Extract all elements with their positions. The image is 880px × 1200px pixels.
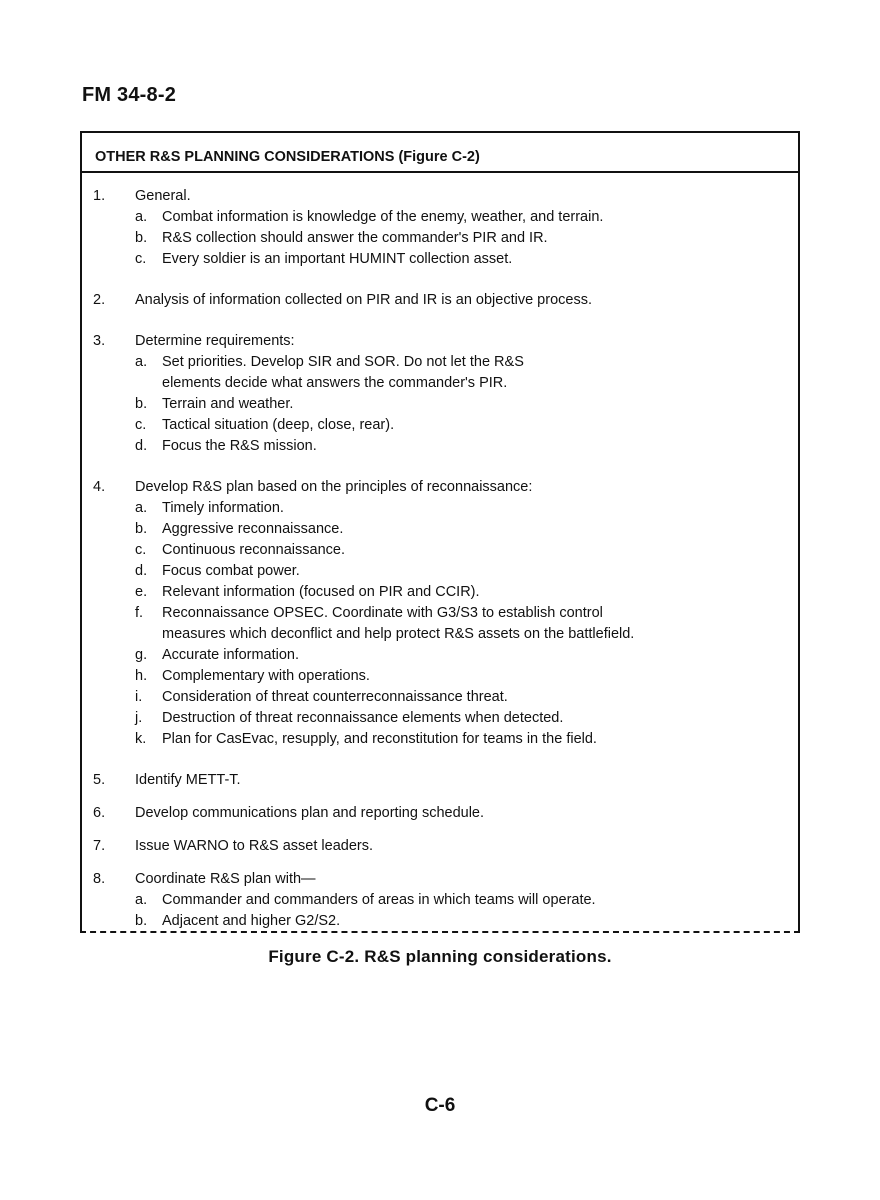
sub-letter: e. [135, 584, 148, 600]
list-item [93, 290, 798, 311]
figure-caption: Figure C-2. R&S planning considerations. [268, 947, 612, 966]
figure-frame [80, 131, 800, 933]
figure-body [82, 173, 798, 932]
item-text: Determine requirements: [135, 333, 295, 349]
sub-letter: b. [135, 396, 148, 412]
item-number: 2. [93, 292, 106, 308]
sub-item [135, 890, 798, 911]
sub-text: Tactical situation (deep, close, rear). [162, 417, 395, 433]
list-item [93, 803, 798, 824]
sub-letter: h. [135, 668, 148, 684]
sub-text: Accurate information. [162, 647, 300, 663]
sub-letter: c. [135, 417, 147, 433]
sub-item [135, 666, 798, 687]
sub-item [135, 436, 798, 457]
sub-item [135, 207, 798, 228]
page-number: C-6 [424, 1095, 456, 1116]
sub-text: Terrain and weather. [162, 396, 294, 412]
sub-item [135, 249, 798, 270]
list-item [93, 836, 798, 857]
sub-letter: j. [135, 710, 143, 726]
sub-letter: a. [135, 209, 148, 225]
sub-letter: d. [135, 438, 148, 454]
sub-text: Set priorities. Develop SIR and SOR. Do not let the R&S [162, 354, 524, 370]
item-text: Coordinate R&S plan with— [135, 871, 316, 887]
sub-text: Focus the R&S mission. [162, 438, 317, 454]
sub-text: Focus combat power. [162, 563, 300, 579]
sub-item [135, 228, 798, 249]
sub-item [135, 498, 798, 519]
sub-letter: b. [135, 230, 148, 246]
figure-header: OTHER R&S PLANNING CONSIDERATIONS (Figure C-2) [82, 133, 798, 173]
item-text: Develop R&S plan based on the principles of reconnaissance: [135, 479, 533, 495]
item-number: 6. [93, 805, 106, 821]
sub-letter: c. [135, 542, 147, 558]
sub-text: Adjacent and higher G2/S2. [162, 913, 341, 929]
sub-item [135, 729, 798, 750]
sub-item-continuation: elements decide what answers the commander's PIR. [162, 375, 508, 391]
sub-item [135, 708, 798, 729]
sub-item-continuation: measures which deconflict and help protect R&S assets on the battlefield. [162, 626, 635, 642]
item-number: 5. [93, 772, 106, 788]
list-item [93, 869, 798, 932]
sub-text: Complementary with operations. [162, 668, 370, 684]
sub-letter: f. [135, 605, 144, 621]
sub-text: Commander and commanders of areas in which teams will operate. [162, 892, 596, 908]
sub-letter: a. [135, 500, 148, 516]
sub-letter: a. [135, 354, 148, 370]
sub-text: Aggressive reconnaissance. [162, 521, 344, 537]
sub-letter: k. [135, 731, 147, 747]
sub-text: Reconnaissance OPSEC. Coordinate with G3/S3 to establish control [162, 605, 603, 621]
item-number: 7. [93, 838, 106, 854]
sub-item [135, 582, 798, 603]
sub-text: Combat information is knowledge of the enemy, weather, and terrain. [162, 209, 604, 225]
sub-item [135, 911, 798, 932]
list-item [93, 186, 798, 270]
sub-letter: c. [135, 251, 147, 267]
list-item [93, 770, 798, 791]
sub-item [135, 415, 798, 436]
sub-text: R&S collection should answer the commander's PIR and IR. [162, 230, 548, 246]
sub-item [135, 352, 798, 373]
list-item [93, 477, 798, 750]
sub-letter: b. [135, 521, 148, 537]
sub-item [135, 540, 798, 561]
item-text: General. [135, 188, 191, 204]
list-item [93, 331, 798, 457]
item-text: Develop communications plan and reporting schedule. [135, 805, 485, 821]
sub-item [135, 394, 798, 415]
sub-item [135, 645, 798, 666]
sub-letter: g. [135, 647, 148, 663]
sub-item [135, 519, 798, 540]
sub-text: Relevant information (focused on PIR and CCIR). [162, 584, 480, 600]
sub-item [135, 561, 798, 582]
sub-text: Consideration of threat counterreconnaissance threat. [162, 689, 508, 705]
item-number: 1. [93, 188, 106, 204]
sub-letter: a. [135, 892, 148, 908]
item-text: Identify METT-T. [135, 772, 241, 788]
sub-item [135, 687, 798, 708]
sub-text: Every soldier is an important HUMINT collection asset. [162, 251, 513, 267]
sub-text: Destruction of threat reconnaissance elements when detected. [162, 710, 564, 726]
item-text: Issue WARNO to R&S asset leaders. [135, 838, 373, 854]
sub-text: Plan for CasEvac, resupply, and reconstitution for teams in the field. [162, 731, 597, 747]
sub-text: Continuous reconnaissance. [162, 542, 345, 558]
item-number: 4. [93, 479, 106, 495]
sub-letter: d. [135, 563, 148, 579]
item-number: 3. [93, 333, 106, 349]
sub-item [135, 603, 798, 624]
sub-letter: i. [135, 689, 143, 705]
document-id: FM 34-8-2 [82, 84, 177, 106]
item-text: Analysis of information collected on PIR and IR is an objective process. [135, 292, 592, 308]
sub-letter: b. [135, 913, 148, 929]
item-number: 8. [93, 871, 106, 887]
sub-text: Timely information. [162, 500, 284, 516]
